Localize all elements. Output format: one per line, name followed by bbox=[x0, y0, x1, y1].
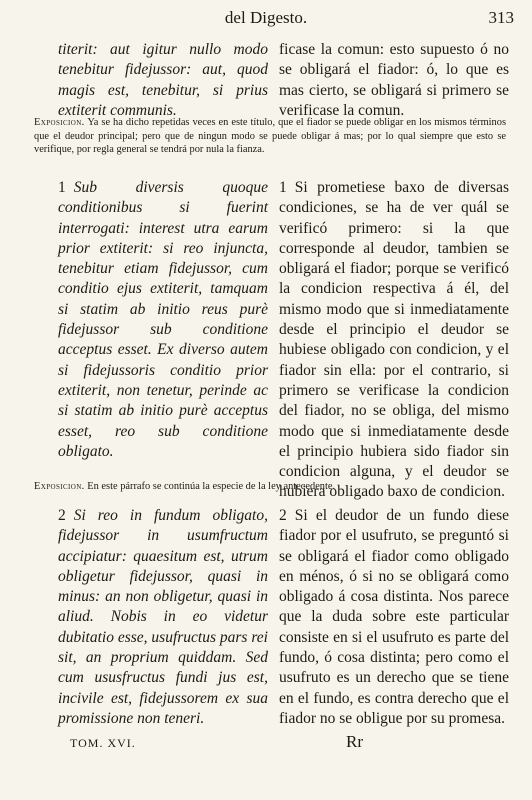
exposicion-2-label: Exposicion. bbox=[34, 481, 85, 492]
section-1-latin-text: Sub diversis quoque conditionibus si fuerint interrogati: interest utra earum prior extiterit: si reo injuncta, tenebitur etiam fidejussor, cum conditio ejus extiterit, tamquam si statim ab initio reus purè fidejussor sub conditione acceptus esset. Ex diverso autem si fidejussoris conditio prior extiterit, non tenetur, perinde ac si statim ab initio purè acceptus esset, reo sub conditione obligato. bbox=[58, 179, 268, 460]
section-2-spanish-number: 2 bbox=[279, 507, 287, 524]
section-2-latin-text: Si reo in fundum obligato, fidejussor in usumfructum accipiatur: quaesitum est, utrum obligetur fidejussor, quasi in minus: an non obligetur, quasi in aliud. Nobis in eo videtur dubitatio esse, usufructus pars rei sit, an proprium quiddam. Sed cum ususfructus fundi jus est, incivile est, fidejussorem ex sua promissione non teneri. bbox=[58, 507, 268, 727]
exposicion-2 bbox=[34, 480, 506, 494]
section-2-latin bbox=[58, 506, 268, 729]
page-number: 313 bbox=[488, 8, 514, 27]
running-header bbox=[0, 8, 532, 34]
section-1-spanish bbox=[279, 178, 509, 503]
exposicion-1-label: Exposicion. bbox=[34, 117, 85, 128]
section-2-spanish-text: Si el deudor de un fundo diese fiador por el usufruto, se preguntó si se obligará el fiador como obligado en ménos, ó si no se obligará como obligado á cosa distinta. Nos parece que la duda sobre este particular consiste en si el usufruto es parte del fundo, ó cosa distinta; pero como el usufruto es un derecho que se tiene en el fundo, es contra derecho que el fiador no se obligue por su promesa. bbox=[279, 507, 509, 727]
running-title: del Digesto. bbox=[224, 8, 308, 27]
section-2-spanish bbox=[279, 506, 509, 729]
signature-mark: Rr bbox=[346, 732, 363, 751]
top-latin-paragraph: titerit: aut igitur nullo modo tenebitur fidejussor: aut, quod magis est, tenebitur, si prius extiterit communis. bbox=[58, 41, 268, 119]
page-footer bbox=[0, 732, 532, 762]
top-spanish-paragraph: ficase la comun: esto supuesto ó no se obligará el fiador: ó, lo que es mas cierto, se obligará si primero se verificase la comun. bbox=[279, 41, 509, 119]
volume-label: TOM. XVI. bbox=[70, 736, 136, 750]
exposicion-2-text: En este párrafo se continúa la especie de la ley antecedente. bbox=[87, 481, 336, 492]
section-1-latin bbox=[58, 178, 268, 462]
section-2-latin-number: 2 bbox=[58, 507, 66, 524]
section-1-latin-number: 1 bbox=[58, 179, 66, 196]
exposicion-1 bbox=[34, 116, 506, 157]
exposicion-1-text: Ya se ha dicho repetidas veces en este título, que el fiador se puede obligar en los mismos términos que el deudor principal; pero que de ningun modo se puede obligar á mas; por lo qual siempre que esto se verifique, por regla general se tendrá por nula la fianza. bbox=[34, 117, 506, 156]
section-1-spanish-number: 1 bbox=[279, 179, 287, 196]
section-1-spanish-text: Si prometiese baxo de diversas condiciones, se ha de ver quál se verificó primero: si la que corresponde al deudor, tambien se obligará el fiador; porque se verificó la condicion respectiva á él, del mismo modo que si inmediatamente desde el principio el deudor se hubiese obligado con condicion, y el fiador sin ella: por el contrario, si primero se verificase la condicion del fiador, no se obliga, del mismo modo que si inmediatamente desde el principio hubiera sido fiador sin condicion alguna, y el deudor se hubiera obligado baxo de condicion. bbox=[279, 179, 509, 501]
